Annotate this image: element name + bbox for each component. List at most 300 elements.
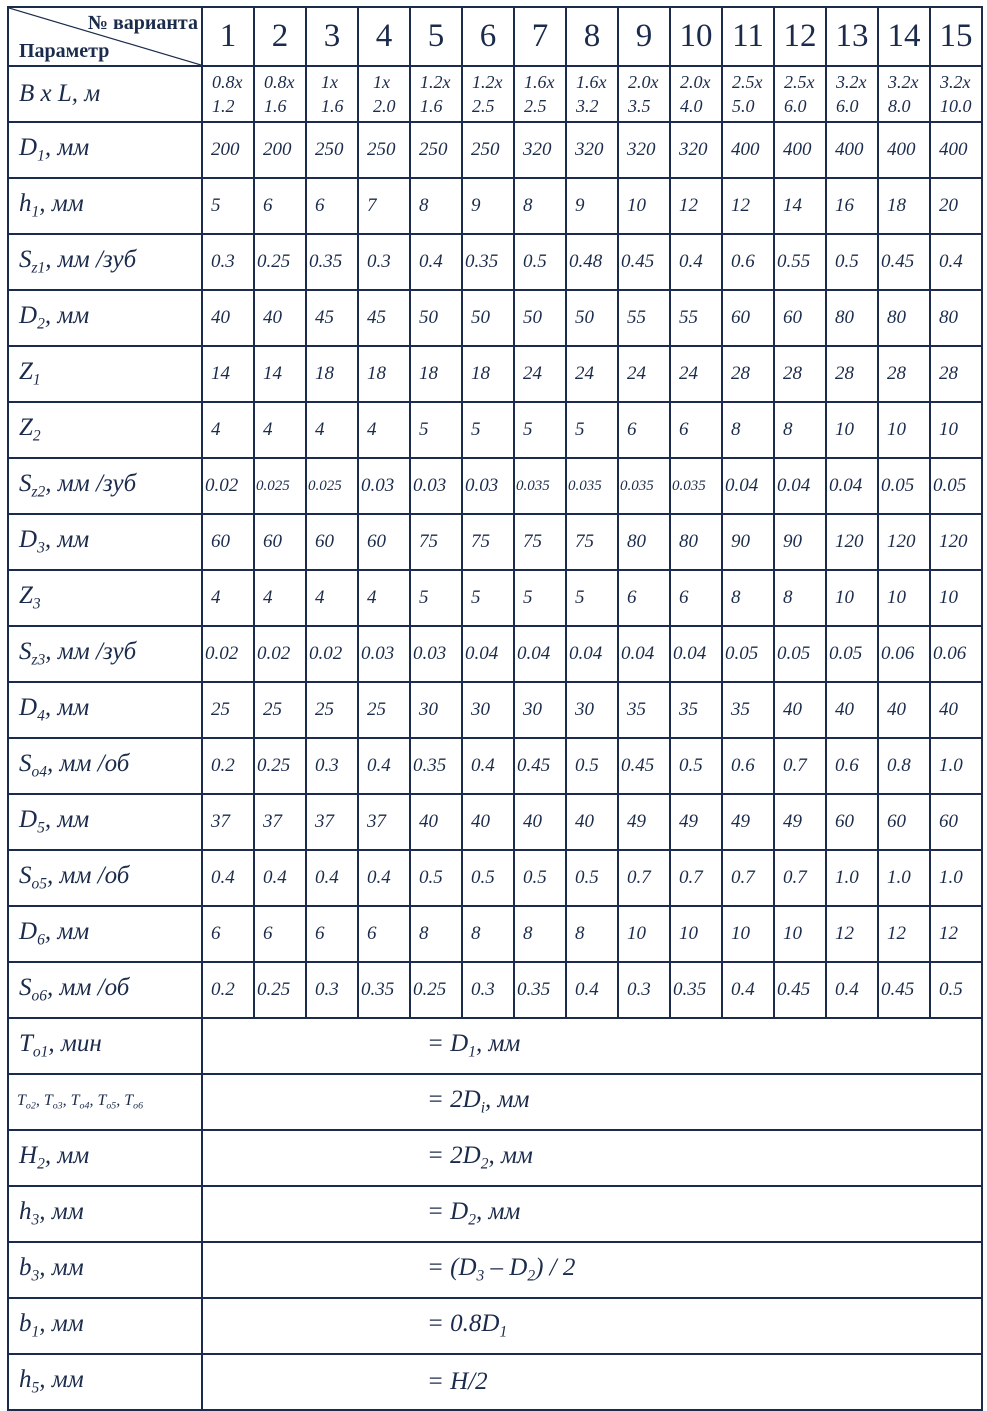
symbol-text: b — [19, 1254, 32, 1282]
value-cell: 0.3 — [306, 738, 358, 794]
value-cell: 90 — [774, 514, 826, 570]
subscript: 5 — [37, 819, 45, 837]
value-cell: 0.05 — [774, 626, 826, 682]
bxl-cell — [826, 66, 878, 122]
value-cell: 75 — [566, 514, 618, 570]
value-cell: 18 — [358, 346, 410, 402]
symbol-text: , T — [116, 1092, 134, 1110]
unit-text: , мм /зуб — [45, 638, 137, 666]
formula-label — [8, 1298, 202, 1354]
value-cell: 8 — [462, 906, 514, 962]
value-cell: 0.6 — [826, 738, 878, 794]
value-cell: 5 — [202, 178, 254, 234]
bxl-cell — [410, 66, 462, 122]
value-cell: 25 — [202, 682, 254, 738]
bxl-length: 3.5 — [628, 96, 651, 116]
value-cell: 0.06 — [878, 626, 930, 682]
bxl-width: 1x — [321, 72, 338, 92]
value-cell: 4 — [306, 402, 358, 458]
bxl-width: 1x — [373, 72, 390, 92]
subscript: 4 — [37, 707, 45, 725]
value-cell: 0.5 — [930, 962, 982, 1018]
value-cell: 0.3 — [462, 962, 514, 1018]
value-cell: 0.45 — [618, 738, 670, 794]
variant-number-8: 8 — [566, 7, 618, 66]
value-cell: 0.4 — [306, 850, 358, 906]
bxl-cell — [774, 66, 826, 122]
subscript: 2 — [480, 1155, 489, 1173]
formula-label — [8, 1130, 202, 1186]
value-cell: 0.35 — [462, 234, 514, 290]
value-cell: 10 — [774, 906, 826, 962]
value-cell: 55 — [670, 290, 722, 346]
subscript: o4 — [31, 763, 47, 781]
bxl-cell — [566, 66, 618, 122]
value-cell: 24 — [566, 346, 618, 402]
value-cell: 320 — [618, 122, 670, 178]
value-cell: 0.3 — [202, 234, 254, 290]
value-cell: 8 — [722, 402, 774, 458]
value-cell: 5 — [410, 402, 462, 458]
value-cell: 0.06 — [930, 626, 982, 682]
value-cell: 0.8 — [878, 738, 930, 794]
row-bxl — [8, 66, 982, 122]
value-cell: 20 — [930, 178, 982, 234]
value-cell: 40 — [566, 794, 618, 850]
value-cell: 0.5 — [566, 850, 618, 906]
value-cell: 12 — [670, 178, 722, 234]
symbol-text: = D — [427, 1198, 469, 1226]
value-cell: 18 — [410, 346, 462, 402]
subscript: о4 — [79, 1100, 90, 1112]
value-cell: 0.35 — [306, 234, 358, 290]
symbol-text: , мм — [39, 1198, 84, 1226]
bxl-cell — [202, 66, 254, 122]
value-cell: 400 — [826, 122, 878, 178]
value-cell: 60 — [930, 794, 982, 850]
value-cell: 45 — [306, 290, 358, 346]
value-cell: 40 — [514, 794, 566, 850]
variant-number-7: 7 — [514, 7, 566, 66]
bxl-length: 1.6 — [264, 96, 287, 116]
value-cell: 50 — [514, 290, 566, 346]
value-cell: 0.3 — [358, 234, 410, 290]
bxl-width: 3.2x — [940, 72, 971, 92]
value-cell: 16 — [826, 178, 878, 234]
value-cell: 40 — [462, 794, 514, 850]
formula-label — [8, 1186, 202, 1242]
value-cell: 0.25 — [410, 962, 462, 1018]
row-so6 — [8, 962, 982, 1018]
value-cell: 250 — [410, 122, 462, 178]
row-label-bxl: B x L, м — [8, 66, 202, 122]
value-cell: 0.4 — [358, 738, 410, 794]
value-cell: 0.7 — [774, 850, 826, 906]
value-cell: 250 — [462, 122, 514, 178]
value-cell: 18 — [306, 346, 358, 402]
row-d2 — [8, 290, 982, 346]
value-cell: 8 — [410, 178, 462, 234]
value-cell: 18 — [462, 346, 514, 402]
subscript: 1 — [37, 147, 45, 165]
unit-text: , мм /об — [47, 974, 130, 1002]
value-cell: 60 — [254, 514, 306, 570]
value-cell: 0.03 — [462, 458, 514, 514]
row-label — [8, 402, 202, 458]
value-cell: 0.5 — [410, 850, 462, 906]
formula-label — [8, 1018, 202, 1074]
value-cell: 0.03 — [410, 626, 462, 682]
unit-text: , мм — [44, 134, 90, 162]
symbol-text: = 2D — [427, 1142, 481, 1170]
value-cell: 0.6 — [722, 234, 774, 290]
value-cell: 12 — [826, 906, 878, 962]
symbol-text: – D — [484, 1254, 528, 1282]
bxl-length: 2.5 — [524, 96, 547, 116]
value-cell: 120 — [826, 514, 878, 570]
value-cell: 0.7 — [722, 850, 774, 906]
value-cell: 40 — [410, 794, 462, 850]
value-cell: 0.035 — [618, 458, 670, 514]
bxl-cell — [514, 66, 566, 122]
subscript: 6 — [37, 931, 45, 949]
value-cell: 60 — [358, 514, 410, 570]
formula-row — [8, 1354, 982, 1410]
value-cell: 4 — [306, 570, 358, 626]
value-cell: 0.7 — [774, 738, 826, 794]
row-so5 — [8, 850, 982, 906]
bxl-length: 3.2 — [576, 96, 599, 116]
value-cell: 60 — [878, 794, 930, 850]
value-cell: 8 — [774, 570, 826, 626]
value-cell: 4 — [202, 402, 254, 458]
unit-text: , мм /зуб — [45, 246, 137, 274]
value-cell: 50 — [410, 290, 462, 346]
bxl-length: 4.0 — [680, 96, 703, 116]
subscript: 2 — [37, 1155, 45, 1173]
bxl-length: 1.6 — [321, 96, 344, 116]
bxl-length: 6.0 — [784, 96, 807, 116]
row-label — [8, 738, 202, 794]
value-cell: 120 — [878, 514, 930, 570]
subscript: 2 — [527, 1267, 536, 1285]
formula-label — [8, 1354, 202, 1410]
bxl-width: 0.8x — [264, 72, 295, 92]
value-cell: 0.5 — [462, 850, 514, 906]
value-cell: 5 — [462, 402, 514, 458]
value-cell: 1.0 — [826, 850, 878, 906]
value-cell: 0.03 — [358, 458, 410, 514]
value-cell: 40 — [878, 682, 930, 738]
value-cell: 0.04 — [670, 626, 722, 682]
subscript: о6 — [133, 1100, 144, 1112]
formula-expression — [202, 1018, 982, 1074]
value-cell: 9 — [566, 178, 618, 234]
symbol-text: , мм — [475, 1030, 521, 1058]
row-label — [8, 122, 202, 178]
value-cell: 0.45 — [878, 962, 930, 1018]
value-cell: 6 — [306, 178, 358, 234]
value-cell: 200 — [202, 122, 254, 178]
row-z2 — [8, 402, 982, 458]
symbol-text: D — [19, 134, 38, 162]
value-cell: 320 — [566, 122, 618, 178]
row-so4 — [8, 738, 982, 794]
row-label — [8, 626, 202, 682]
value-cell: 8 — [514, 906, 566, 962]
value-cell: 0.35 — [358, 962, 410, 1018]
value-cell: 24 — [514, 346, 566, 402]
row-z3 — [8, 570, 982, 626]
bxl-cell — [618, 66, 670, 122]
symbol-text: S — [19, 974, 32, 1002]
value-cell: 10 — [930, 402, 982, 458]
value-cell: 40 — [202, 290, 254, 346]
value-cell: 0.04 — [514, 626, 566, 682]
value-cell: 55 — [618, 290, 670, 346]
value-cell: 5 — [462, 570, 514, 626]
value-cell: 6 — [618, 402, 670, 458]
value-cell: 0.35 — [670, 962, 722, 1018]
row-sz1 — [8, 234, 982, 290]
value-cell: 250 — [358, 122, 410, 178]
value-cell: 0.05 — [930, 458, 982, 514]
unit-text: , мм — [44, 806, 90, 834]
value-cell: 0.2 — [202, 738, 254, 794]
subscript: о5 — [106, 1100, 117, 1112]
value-cell: 8 — [722, 570, 774, 626]
value-cell: 40 — [930, 682, 982, 738]
value-cell: 18 — [878, 178, 930, 234]
subscript: o6 — [31, 987, 47, 1005]
unit-text: , мм — [39, 190, 84, 218]
value-cell: 80 — [826, 290, 878, 346]
value-cell: 75 — [462, 514, 514, 570]
value-cell: 0.35 — [410, 738, 462, 794]
unit-text: , мм — [44, 694, 90, 722]
value-cell: 45 — [358, 290, 410, 346]
value-cell: 0.5 — [566, 738, 618, 794]
symbol-text: h — [19, 1366, 32, 1394]
value-cell: 25 — [254, 682, 306, 738]
symbol-text: , мм — [39, 1254, 84, 1282]
value-cell: 0.45 — [878, 234, 930, 290]
value-cell: 5 — [410, 570, 462, 626]
row-label — [8, 234, 202, 290]
value-cell: 28 — [722, 346, 774, 402]
variant-number-4: 4 — [358, 7, 410, 66]
unit-text: , мм — [44, 526, 90, 554]
value-cell: 6 — [670, 570, 722, 626]
value-cell: 10 — [878, 570, 930, 626]
value-cell: 0.4 — [358, 850, 410, 906]
symbol-text: , мм — [39, 1366, 84, 1394]
value-cell: 0.04 — [566, 626, 618, 682]
value-cell: 0.03 — [358, 626, 410, 682]
value-cell: 0.45 — [514, 738, 566, 794]
formula-expression — [202, 1130, 982, 1186]
value-cell: 0.5 — [514, 850, 566, 906]
value-cell: 0.4 — [202, 850, 254, 906]
value-cell: 250 — [306, 122, 358, 178]
formula-expression — [202, 1186, 982, 1242]
bxl-cell — [878, 66, 930, 122]
value-cell: 0.4 — [826, 962, 878, 1018]
value-cell: 1.0 — [930, 850, 982, 906]
formula-expression — [202, 1354, 982, 1410]
bxl-width: 2.5x — [784, 72, 815, 92]
value-cell: 0.3 — [306, 962, 358, 1018]
row-d3 — [8, 514, 982, 570]
row-sz3 — [8, 626, 982, 682]
formula-row — [8, 1130, 982, 1186]
formula-expression — [202, 1242, 982, 1298]
symbol-text: T — [17, 1092, 26, 1110]
value-cell: 6 — [358, 906, 410, 962]
variant-number-3: 3 — [306, 7, 358, 66]
value-cell: 0.04 — [774, 458, 826, 514]
symbol-text: S — [19, 862, 32, 890]
value-cell: 10 — [670, 906, 722, 962]
bxl-width: 2.5x — [732, 72, 763, 92]
symbol-text: H — [19, 1142, 38, 1170]
bxl-cell — [930, 66, 982, 122]
value-cell: 37 — [202, 794, 254, 850]
value-cell: 6 — [254, 906, 306, 962]
variant-number-11: 11 — [722, 7, 774, 66]
value-cell: 4 — [254, 570, 306, 626]
value-cell: 37 — [306, 794, 358, 850]
row-h1 — [8, 178, 982, 234]
subscript: о2 — [25, 1100, 36, 1112]
header-row — [8, 7, 982, 66]
value-cell: 37 — [254, 794, 306, 850]
value-cell: 6 — [618, 570, 670, 626]
variant-number-12: 12 — [774, 7, 826, 66]
value-cell: 0.035 — [514, 458, 566, 514]
variant-number-6: 6 — [462, 7, 514, 66]
subscript: 3 — [476, 1267, 485, 1285]
value-cell: 8 — [566, 906, 618, 962]
value-cell: 8 — [774, 402, 826, 458]
symbol-text: b — [19, 1310, 32, 1338]
value-cell: 25 — [306, 682, 358, 738]
value-cell: 30 — [514, 682, 566, 738]
symbol-text: , мм — [485, 1086, 530, 1114]
value-cell: 5 — [566, 402, 618, 458]
row-label — [8, 794, 202, 850]
value-cell: 0.7 — [670, 850, 722, 906]
symbol-text: h — [19, 190, 32, 218]
formula-row — [8, 1242, 982, 1298]
bxl-width: 1.2x — [472, 72, 503, 92]
value-cell: 6 — [306, 906, 358, 962]
value-cell: 0.25 — [254, 962, 306, 1018]
symbol-text: Z — [19, 358, 33, 386]
value-cell: 10 — [826, 570, 878, 626]
value-cell: 0.5 — [826, 234, 878, 290]
value-cell: 8 — [410, 906, 462, 962]
bxl-width: 0.8x — [212, 72, 243, 92]
value-cell: 0.25 — [254, 738, 306, 794]
value-cell: 0.04 — [826, 458, 878, 514]
value-cell: 5 — [566, 570, 618, 626]
value-cell: 0.4 — [566, 962, 618, 1018]
value-cell: 0.3 — [618, 962, 670, 1018]
symbol-text: , мм — [475, 1198, 521, 1226]
subscript: 5 — [31, 1379, 40, 1397]
value-cell: 400 — [930, 122, 982, 178]
row-d4 — [8, 682, 982, 738]
value-cell: 28 — [774, 346, 826, 402]
subscript: 2 — [32, 427, 41, 445]
row-label — [8, 570, 202, 626]
symbol-text: S — [19, 750, 32, 778]
subscript: o5 — [31, 875, 47, 893]
value-cell: 25 — [358, 682, 410, 738]
subscript: 1 — [31, 1323, 40, 1341]
parameters-table-sheet — [7, 6, 980, 1399]
symbol-text: D — [19, 694, 38, 722]
value-cell: 0.5 — [670, 738, 722, 794]
symbol-text: , мм — [44, 1142, 90, 1170]
symbol-text: D — [19, 526, 38, 554]
value-cell: 320 — [514, 122, 566, 178]
value-cell: 6 — [254, 178, 306, 234]
value-cell: 0.05 — [722, 626, 774, 682]
value-cell: 4 — [358, 570, 410, 626]
value-cell: 30 — [410, 682, 462, 738]
variant-number-13: 13 — [826, 7, 878, 66]
value-cell: 28 — [878, 346, 930, 402]
value-cell: 35 — [670, 682, 722, 738]
value-cell: 0.45 — [618, 234, 670, 290]
bxl-cell — [306, 66, 358, 122]
bxl-length: 1.6 — [420, 96, 443, 116]
row-z1 — [8, 346, 982, 402]
value-cell: 0.02 — [202, 626, 254, 682]
value-cell: 49 — [722, 794, 774, 850]
value-cell: 0.7 — [618, 850, 670, 906]
value-cell: 24 — [618, 346, 670, 402]
value-cell: 0.05 — [878, 458, 930, 514]
value-cell: 1.0 — [930, 738, 982, 794]
value-cell: 14 — [202, 346, 254, 402]
value-cell: 50 — [462, 290, 514, 346]
formula-row — [8, 1018, 982, 1074]
unit-text: , мм — [44, 918, 90, 946]
value-cell: 0.2 — [202, 962, 254, 1018]
value-cell: 75 — [514, 514, 566, 570]
symbol-text: = 0.8D — [427, 1310, 500, 1338]
bxl-cell — [358, 66, 410, 122]
value-cell: 12 — [878, 906, 930, 962]
value-cell: 0.03 — [410, 458, 462, 514]
variant-number-14: 14 — [878, 7, 930, 66]
value-cell: 0.02 — [306, 626, 358, 682]
value-cell: 60 — [202, 514, 254, 570]
variants-parameters-table — [7, 6, 983, 1411]
value-cell: 0.025 — [254, 458, 306, 514]
bxl-width: 2.0x — [680, 72, 711, 92]
value-cell: 0.35 — [514, 962, 566, 1018]
value-cell: 10 — [826, 402, 878, 458]
value-cell: 200 — [254, 122, 306, 178]
row-label — [8, 290, 202, 346]
value-cell: 10 — [930, 570, 982, 626]
value-cell: 0.45 — [774, 962, 826, 1018]
value-cell: 5 — [514, 402, 566, 458]
